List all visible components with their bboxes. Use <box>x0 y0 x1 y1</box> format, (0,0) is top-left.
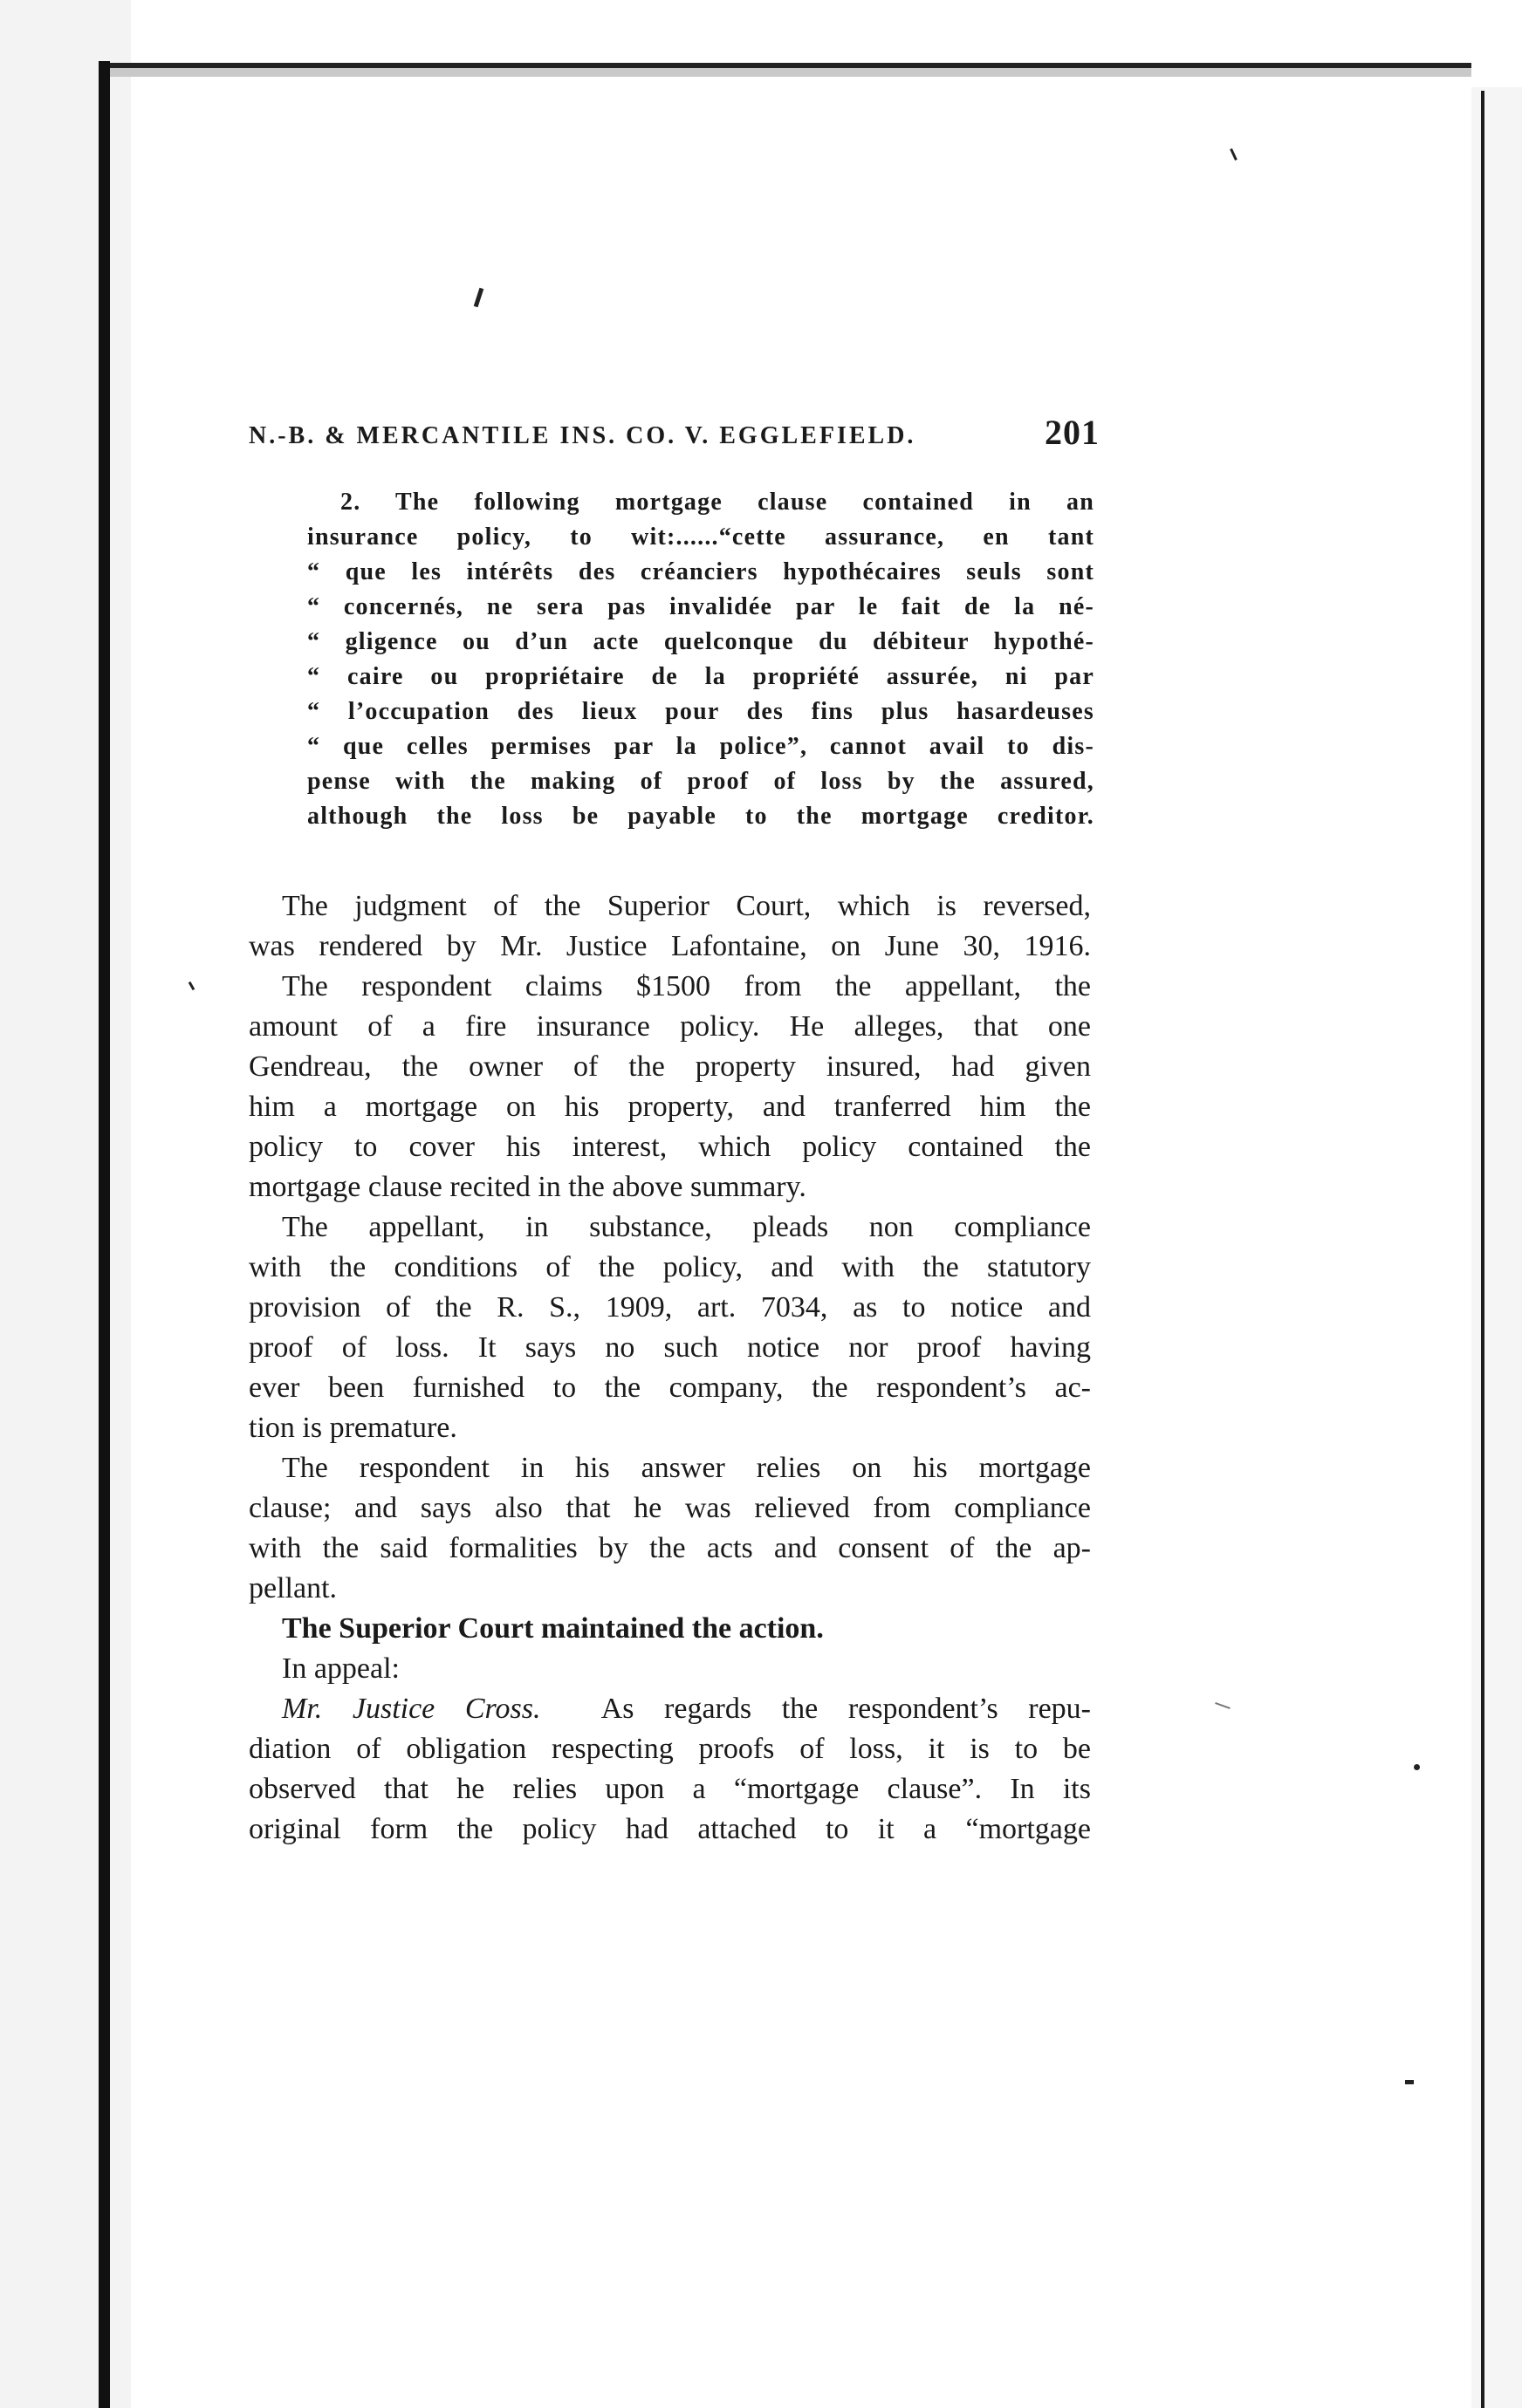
ink-speck <box>1405 2080 1414 2084</box>
paragraph-line: clause; and says also that he was relieved from compliance <box>249 1492 1091 1524</box>
paragraph-line: provision of the R. S., 1909, art. 7034, as to notice and <box>249 1291 1091 1324</box>
right-page-edge <box>1481 91 1484 2408</box>
headnote-line: “ caire ou propriétaire de la propriété assurée, ni par <box>307 663 1094 690</box>
paragraph-line: with the conditions of the policy, and with the statutory <box>249 1251 1091 1283</box>
paragraph-line: with the said formalities by the acts and consent of the ap- <box>249 1532 1091 1564</box>
paragraph-line: In appeal: <box>282 1652 400 1685</box>
ink-speck <box>189 982 195 990</box>
headnote-line: “ concernés, ne sera pas invalidée par le fait de la né- <box>307 593 1094 620</box>
paragraph-line: tion is premature. <box>249 1412 457 1444</box>
facing-page-edge <box>0 0 131 2408</box>
ink-speck <box>1215 1702 1231 1709</box>
paragraph-line: proof of loss. It says no such notice nor proof having <box>249 1331 1091 1364</box>
ink-speck <box>1414 1764 1420 1770</box>
paragraph-line: The respondent claims $1500 from the appellant, the <box>282 970 1091 1002</box>
headnote-summary <box>307 485 1094 834</box>
paragraph-line: ever been furnished to the company, the respondent’s ac- <box>249 1372 1091 1404</box>
paragraph-line: Gendreau, the owner of the property insured, had given <box>249 1050 1091 1083</box>
paragraph-line: The judgment of the Superior Court, which is reversed, <box>282 890 1091 922</box>
paragraph-line: observed that he relies upon a “mortgage clause”. In its <box>249 1773 1091 1805</box>
paragraph-line: amount of a fire insurance policy. He alleges, that one <box>249 1010 1091 1043</box>
headnote-line: “ que les intérêts des créanciers hypothécaires seuls sont <box>307 558 1094 585</box>
headnote-line: 2. The following mortgage clause contained in an <box>340 489 1094 516</box>
headnote-line: insurance policy, to wit:......“cette assurance, en tant <box>307 523 1094 551</box>
paragraph-line: original form the policy had attached to it a “mortgage <box>249 1813 1091 1845</box>
paragraph-line: The appellant, in substance, pleads non compliance <box>282 1211 1091 1243</box>
paragraph-line: him a mortgage on his property, and tranferred him the <box>249 1091 1091 1123</box>
paragraph-line: policy to cover his interest, which policy contained the <box>249 1131 1091 1163</box>
paragraph-line: mortgage clause recited in the above summary. <box>249 1171 806 1203</box>
paragraph-line: The Superior Court maintained the action. <box>282 1612 824 1645</box>
paragraph-line: was rendered by Mr. Justice Lafontaine, on June 30, 1916. <box>249 930 1091 962</box>
paragraph-line <box>249 1689 1091 1729</box>
ink-speck <box>1230 148 1237 161</box>
running-title: N.-B. & MERCANTILE INS. CO. V. EGGLEFIELD. <box>249 422 916 449</box>
page-number: 201 <box>1045 413 1100 452</box>
headnote-line: pense with the making of proof of loss by the assured, <box>307 768 1094 795</box>
judge-name: Mr. Justice Cross. <box>282 1693 541 1725</box>
right-margin-area <box>1471 87 1522 2408</box>
headnote-line: “ que celles permises par la police”, cannot avail to dis- <box>307 733 1094 760</box>
paragraph-line-text: As regards the respondent’s repu- <box>600 1693 1092 1725</box>
headnote-line: “ gligence ou d’un acte quelconque du débiteur hypothé- <box>307 628 1094 655</box>
paragraph-line: pellant. <box>249 1572 338 1604</box>
headnote-line: although the loss be payable to the mortgage creditor. <box>307 803 1094 830</box>
paragraph-line: diation of obligation respecting proofs of loss, it is to be <box>249 1733 1091 1765</box>
judgment-body <box>249 886 1091 1850</box>
book-spine-shadow <box>99 61 110 2408</box>
running-header <box>249 413 1100 452</box>
headnote-line: “ l’occupation des lieux pour des fins plus hasardeuses <box>307 698 1094 725</box>
top-page-edge-shadow <box>110 68 1471 77</box>
ink-speck <box>474 288 484 307</box>
paragraph-line: The respondent in his answer relies on his mortgage <box>282 1452 1091 1484</box>
